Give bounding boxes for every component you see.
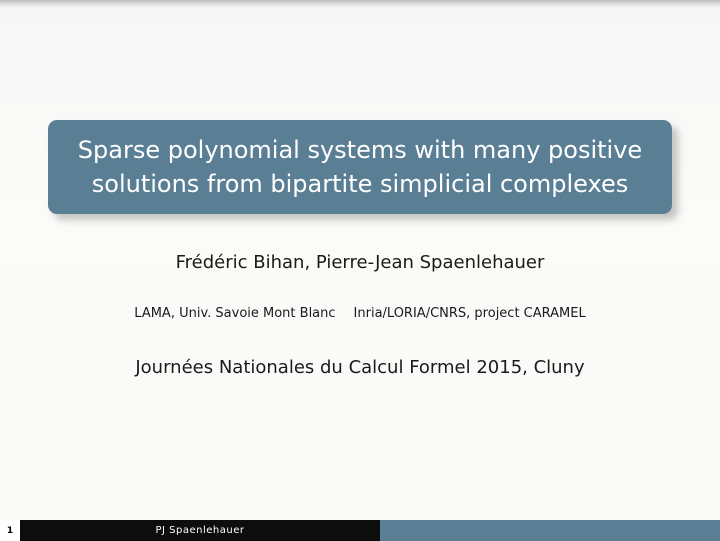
footer-accent-bar — [380, 520, 720, 541]
footer-author: PJ Spaenlehauer — [20, 520, 380, 541]
page-number: 1 — [0, 520, 20, 541]
affiliations — [0, 306, 720, 321]
title-line-2: solutions from bipartite simplicial complexes — [91, 170, 629, 198]
affiliation-right: Inria/LORIA/CNRS, project CARAMEL — [353, 306, 586, 321]
title-line-1: Sparse polynomial systems with many positive — [77, 136, 643, 164]
authors: Frédéric Bihan, Pierre-Jean Spaenlehauer — [175, 252, 545, 273]
title-box — [48, 120, 672, 214]
affiliation-left: LAMA, Univ. Savoie Mont Blanc — [134, 306, 336, 321]
top-shade — [0, 0, 720, 8]
footer-bar — [0, 520, 720, 541]
conference: Journées Nationales du Calcul Formel 2015, Cluny — [135, 357, 585, 378]
